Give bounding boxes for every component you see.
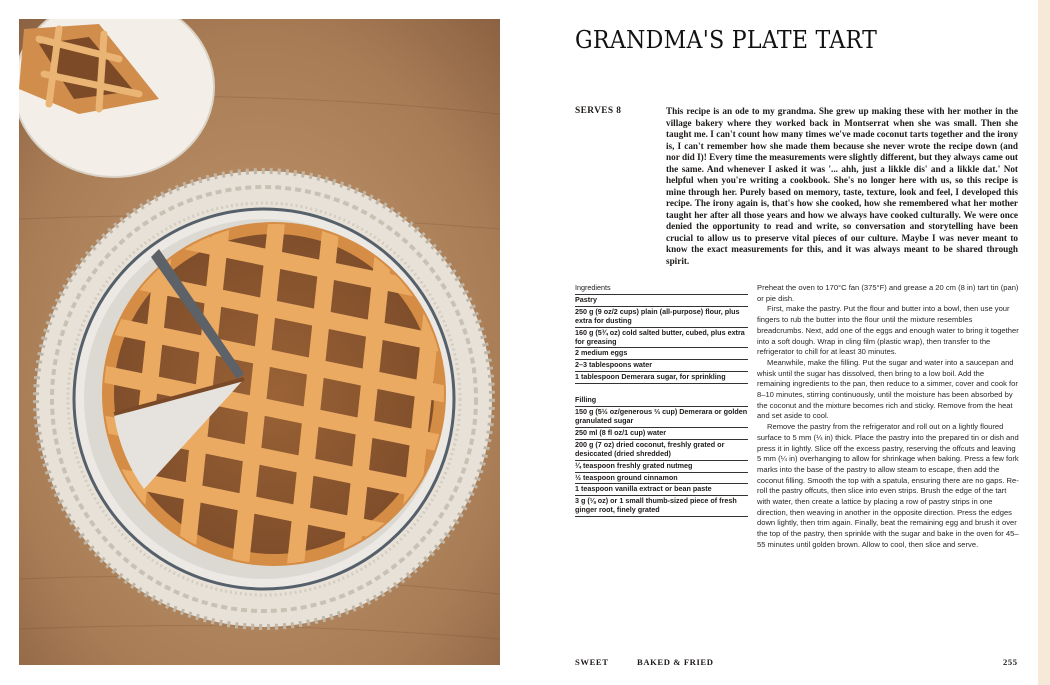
method-steps xyxy=(757,283,1019,551)
ingredients-heading: Ingredients xyxy=(575,283,748,295)
tart-photo xyxy=(19,19,500,665)
footer-section: SWEET xyxy=(575,657,609,667)
page-edge xyxy=(1038,0,1050,685)
ingredient-item: 250 g (9 oz/2 cups) plain (all-purpose) flour, plus extra for dusting xyxy=(575,307,748,328)
ingredient-item: 3 g (⅛ oz) or 1 small thumb-sized piece of fresh ginger root, finely grated xyxy=(575,496,748,517)
ingredient-item: 2–3 tablespoons water xyxy=(575,360,748,372)
ingredient-item: 160 g (5¾ oz) cold salted butter, cubed, plus extra for greasing xyxy=(575,328,748,349)
method-step: Preheat the oven to 170°C fan (375°F) and grease a 20 cm (8 in) tart tin (pan) or pie dish. xyxy=(757,283,1019,303)
ingredient-item: ¼ teaspoon freshly grated nutmeg xyxy=(575,461,748,473)
ingredient-item: 250 ml (8 fl oz/1 cup) water xyxy=(575,428,748,440)
ingredient-item: ½ teaspoon ground cinnamon xyxy=(575,473,748,485)
ingredient-item: 2 medium eggs xyxy=(575,348,748,360)
footer-chapter: BAKED & FRIED xyxy=(637,657,714,667)
ingredient-item: 1 teaspoon vanilla extract or bean paste xyxy=(575,484,748,496)
method-step: First, make the pastry. Put the flour and butter into a bowl, then use your fingers to rub the butter into the flour until the mixture resembles breadcrumbs. Next, add one of the eggs and enough water to bring it together into a soft dough. Wrap in cling film (plastic wrap), then transfer to the refrigerator to chill for at least 30 minutes. xyxy=(757,304,1019,357)
tart-illustration xyxy=(19,19,500,665)
ingredient-item: 1 tablespoon Demerara sugar, for sprinkling xyxy=(575,372,748,384)
recipe-title: GRANDMA'S PLATE TART xyxy=(575,26,878,54)
ingredients-list xyxy=(575,283,748,517)
pastry-heading: Pastry xyxy=(575,295,748,307)
serves-label: SERVES 8 xyxy=(575,106,622,116)
ingredient-item: 150 g (5½ oz/generous ⅔ cup) Demerara or golden granulated sugar xyxy=(575,407,748,428)
ingredient-item: 200 g (7 oz) dried coconut, freshly grated or desiccated (dried shredded) xyxy=(575,440,748,461)
method-step: Meanwhile, make the filling. Put the sugar and water into a saucepan and whisk until the sugar has dissolved, then bring to a low boil. Add the remaining ingredients to the pan, then reduce to a simmer, cover and cook for 8–10 minutes, stirring continuously, until the moisture has been absorbed by the coconut and the mixture becomes rich and sticky. Remove from the heat and set aside to cool. xyxy=(757,357,1018,421)
recipe-intro: This recipe is an ode to my grandma. She grew up making these with her mother in the village bakery where they worked back in Montserrat when she was small. Then she taught me. I can't count how many times we've made coconut tarts together and the irony is, I can't remember how she made them because she never wrote the recipe down (and nor did I)! Every time the measurements were slightly different, but they always came out the same. And whenever I asked it was '... ahh, just a likkle dis' and a likkle dat.' Not helpful when you're writing a cookbook. She's no longer here with us, so this recipe is mine through her. Purely based on memory, taste, texture, look and feel, I developed this recipe. The irony again is, that's how she cooked, how she remembered what her mother taught her after all those years and how we always have cooked culturally. We were once denied the opportunity to read and write, so conversation and storytelling have been crucial to allow us to preserve vital pieces of our culture. Maybe I was never meant to know the exact measurements for this, and it was always meant to be shared through spirit. xyxy=(666,106,1018,266)
method-step: Remove the pastry from the refrigerator and roll out on a lightly floured surface to 5 mm (¼ in) thick. Place the pastry into the prepared tin or dish and press it in lightly. Slice off the excess pastry, reserving the offcuts and leaving 5 mm (¼ in) overhanging to allow for shrinkage when baking. Press a few fork marks into the base of the pastry to allow steam to escape, then add the coconut filling. Smooth the top with a spatula, ensuring there are no gaps. Re-roll the pastry offcuts, then slice into even strips. Brush the edge of the tart with water, then create a lattice by placing a row of pastry strips in one direction, then weaving in another in the opposite direction. Press the edges down lightly, then trim again. Finally, beat the remaining egg and brush it over the top of the pastry, then sprinkle with the sugar and bake in the oven for 45–55 minutes until golden brown. Allow to cool, then slice and serve. xyxy=(757,422,1019,549)
filling-heading: Filling xyxy=(575,395,748,407)
page-number: 255 xyxy=(1003,657,1018,667)
